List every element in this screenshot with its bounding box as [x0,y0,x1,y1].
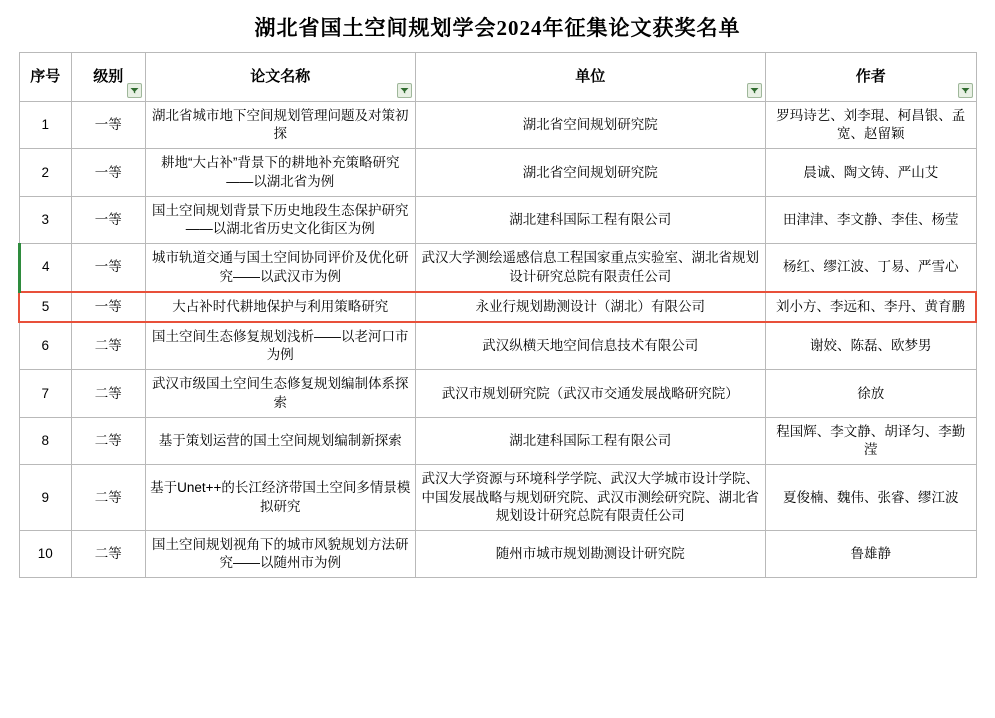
column-header-level [71,53,145,102]
cell-level: 二等 [71,465,145,531]
cell-seq: 9 [19,465,71,531]
cell-paper: 武汉市级国土空间生态修复规划编制体系探索 [145,370,415,417]
cell-authors: 晨诚、陶文铸、严山艾 [765,149,976,196]
cell-seq: 3 [19,196,71,243]
cell-seq: 1 [19,102,71,149]
cell-authors: 夏俊楠、魏伟、张睿、缪江波 [765,465,976,531]
cell-authors: 刘小方、李远和、李丹、黄育鹏 [765,292,976,322]
cell-authors: 杨红、缪江波、丁易、严雪心 [765,244,976,292]
column-header-authors-label: 作者 [855,67,886,85]
table-row [19,149,976,196]
cell-level: 二等 [71,370,145,417]
cell-seq: 5 [19,292,71,322]
cell-unit: 湖北建科国际工程有限公司 [415,196,765,243]
column-header-unit [415,53,765,102]
table-row [19,530,976,577]
cell-level: 二等 [71,530,145,577]
cell-paper: 城市轨道交通与国土空间协同评价及优化研究——以武汉市为例 [145,244,415,292]
cell-paper: 湖北省城市地下空间规划管理问题及对策初探 [145,102,415,149]
cell-seq: 7 [19,370,71,417]
table-row [19,322,976,370]
cell-paper: 基于策划运营的国土空间规划编制新探索 [145,417,415,464]
table-header-row [19,53,976,102]
cell-level: 一等 [71,149,145,196]
cell-paper: 耕地“大占补”背景下的耕地补充策略研究——以湖北省为例 [145,149,415,196]
cell-seq: 8 [19,417,71,464]
cell-paper: 基于Unet++的长江经济带国土空间多情景模拟研究 [145,465,415,531]
cell-authors: 程国辉、李文静、胡译匀、李勤滢 [765,417,976,464]
filter-dropdown-icon[interactable] [747,83,762,98]
cell-unit: 随州市城市规划勘测设计研究院 [415,530,765,577]
table-row [19,417,976,464]
column-header-seq-label: 序号 [30,67,61,85]
cell-unit: 武汉纵横天地空间信息技术有限公司 [415,322,765,370]
table-row [19,244,976,292]
page-title: 湖北省国土空间规划学会2024年征集论文获奖名单 [254,16,741,40]
column-header-unit-label: 单位 [575,67,606,85]
column-header-paper [145,53,415,102]
cell-unit: 永业行规划勘测设计（湖北）有限公司 [415,292,765,322]
cell-paper: 国土空间规划视角下的城市风貌规划方法研究——以随州市为例 [145,530,415,577]
filter-dropdown-icon[interactable] [958,83,973,98]
cell-authors: 田津津、李文静、李佳、杨莹 [765,196,976,243]
filter-dropdown-icon[interactable] [127,83,142,98]
cell-level: 一等 [71,196,145,243]
award-list-table [18,52,978,578]
cell-unit: 湖北建科国际工程有限公司 [415,417,765,464]
cell-unit: 武汉市规划研究院（武汉市交通发展战略研究院） [415,370,765,417]
cell-seq: 6 [19,322,71,370]
table-row [19,465,976,531]
table-row [19,370,976,417]
cell-paper: 国土空间规划背景下历史地段生态保护研究——以湖北省历史文化街区为例 [145,196,415,243]
cell-authors: 徐放 [765,370,976,417]
cell-level: 一等 [71,244,145,292]
cell-seq: 10 [19,530,71,577]
filter-dropdown-icon[interactable] [397,83,412,98]
cell-seq: 4 [19,244,71,292]
cell-unit: 武汉大学资源与环境科学学院、武汉大学城市设计学院、中国发展战略与规划研究院、武汉市测绘研究院、湖北省规划设计研究总院有限责任公司 [415,465,765,531]
cell-unit: 武汉大学测绘遥感信息工程国家重点实验室、湖北省规划设计研究总院有限责任公司 [415,244,765,292]
cell-level: 二等 [71,417,145,464]
cell-authors: 谢姣、陈磊、欧梦男 [765,322,976,370]
cell-level: 一等 [71,292,145,322]
column-header-level-label: 级别 [93,67,124,85]
cell-paper: 国土空间生态修复规划浅析——以老河口市为例 [145,322,415,370]
cell-paper: 大占补时代耕地保护与利用策略研究 [145,292,415,322]
cell-authors: 鲁雄静 [765,530,976,577]
cell-unit: 湖北省空间规划研究院 [415,102,765,149]
cell-level: 一等 [71,102,145,149]
cell-seq: 2 [19,149,71,196]
column-header-seq [19,53,71,102]
column-header-paper-label: 论文名称 [250,67,311,85]
column-header-authors [765,53,976,102]
table-row [19,102,976,149]
cell-authors: 罗玛诗艺、刘李琨、柯昌银、孟宽、赵留颖 [765,102,976,149]
table-row [19,196,976,243]
table-row-highlighted [19,292,976,322]
cell-unit: 湖北省空间规划研究院 [415,149,765,196]
cell-level: 二等 [71,322,145,370]
